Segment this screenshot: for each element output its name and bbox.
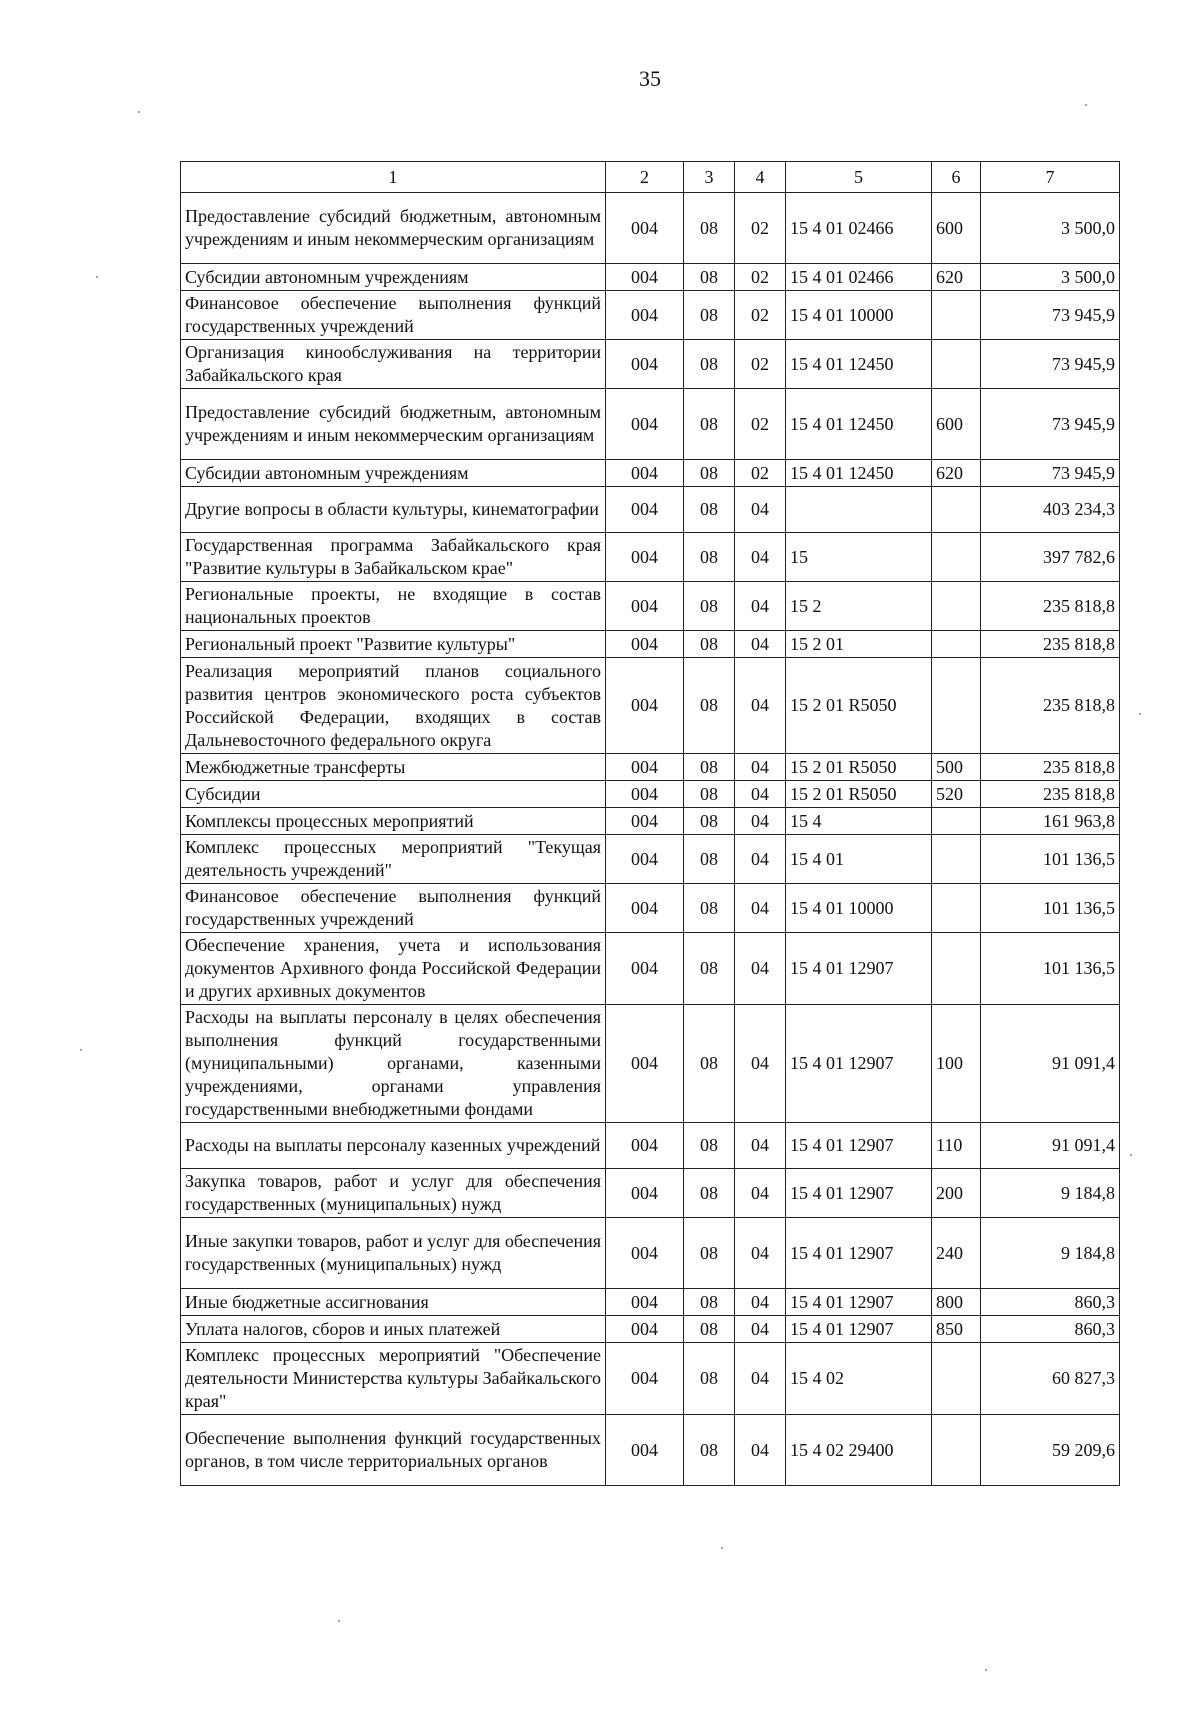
table-row — [181, 487, 1120, 533]
row-csr-cell: 15 — [786, 533, 932, 582]
row-sum-cell: 235 818,8 — [981, 582, 1120, 631]
row-pr-cell: 02 — [735, 291, 786, 340]
scan-speck — [1085, 104, 1087, 106]
row-ved-cell: 004 — [606, 933, 684, 1005]
row-pr-cell: 04 — [735, 808, 786, 835]
table-row — [181, 460, 1120, 487]
row-ved-cell: 004 — [606, 193, 684, 264]
row-pr-cell: 02 — [735, 340, 786, 389]
row-csr-cell: 15 4 01 10000 — [786, 884, 932, 933]
row-name-cell: Уплата налогов, сборов и иных платежей — [181, 1316, 606, 1343]
row-ved-cell: 004 — [606, 1005, 684, 1123]
row-rz-cell: 08 — [684, 460, 735, 487]
row-pr-cell: 04 — [735, 658, 786, 754]
row-ved-cell: 004 — [606, 291, 684, 340]
row-ved-cell: 004 — [606, 1169, 684, 1218]
row-vr-cell: 620 — [932, 460, 981, 487]
row-vr-cell — [932, 487, 981, 533]
row-pr-cell: 04 — [735, 1289, 786, 1316]
row-vr-cell — [932, 658, 981, 754]
table-row — [181, 533, 1120, 582]
row-vr-cell: 100 — [932, 1005, 981, 1123]
row-rz-cell: 08 — [684, 754, 735, 781]
row-csr-cell: 15 4 01 12450 — [786, 389, 932, 460]
row-csr-cell: 15 4 01 12450 — [786, 460, 932, 487]
row-name-cell: Предоставление субсидий бюджетным, автономным учреждениям и иным некоммерческим организациям — [181, 389, 606, 460]
row-vr-cell — [932, 1343, 981, 1415]
row-ved-cell: 004 — [606, 1415, 684, 1486]
row-csr-cell: 15 2 01 R5050 — [786, 754, 932, 781]
header-row — [181, 162, 1120, 193]
row-pr-cell: 04 — [735, 754, 786, 781]
row-csr-cell: 15 4 01 12907 — [786, 1169, 932, 1218]
row-rz-cell: 08 — [684, 340, 735, 389]
row-pr-cell: 04 — [735, 1415, 786, 1486]
table-row — [181, 264, 1120, 291]
row-name-cell: Субсидии автономным учреждениям — [181, 264, 606, 291]
column-header: 1 — [181, 162, 606, 193]
row-ved-cell: 004 — [606, 340, 684, 389]
row-pr-cell: 04 — [735, 1316, 786, 1343]
row-pr-cell: 04 — [735, 1123, 786, 1169]
row-pr-cell: 02 — [735, 264, 786, 291]
row-sum-cell: 9 184,8 — [981, 1218, 1120, 1289]
row-rz-cell: 08 — [684, 487, 735, 533]
row-sum-cell: 3 500,0 — [981, 193, 1120, 264]
row-sum-cell: 235 818,8 — [981, 781, 1120, 808]
row-vr-cell: 850 — [932, 1316, 981, 1343]
scan-speck — [985, 1669, 987, 1671]
row-rz-cell: 08 — [684, 1343, 735, 1415]
page-number: 35 — [639, 66, 661, 91]
row-name-cell: Расходы на выплаты персоналу казенных учреждений — [181, 1123, 606, 1169]
table-row — [181, 1316, 1120, 1343]
row-ved-cell: 004 — [606, 658, 684, 754]
column-header: 7 — [981, 162, 1120, 193]
row-name-cell: Финансовое обеспечение выполнения функций государственных учреждений — [181, 884, 606, 933]
row-rz-cell: 08 — [684, 1415, 735, 1486]
row-sum-cell: 3 500,0 — [981, 264, 1120, 291]
row-csr-cell: 15 2 01 R5050 — [786, 781, 932, 808]
row-pr-cell: 04 — [735, 835, 786, 884]
column-header: 5 — [786, 162, 932, 193]
table-row — [181, 835, 1120, 884]
column-header: 3 — [684, 162, 735, 193]
scan-speck — [80, 1049, 82, 1051]
row-vr-cell: 110 — [932, 1123, 981, 1169]
table-body — [181, 193, 1120, 1486]
row-name-cell: Финансовое обеспечение выполнения функций государственных учреждений — [181, 291, 606, 340]
row-pr-cell: 04 — [735, 884, 786, 933]
row-vr-cell: 200 — [932, 1169, 981, 1218]
table-row — [181, 1218, 1120, 1289]
row-vr-cell: 600 — [932, 193, 981, 264]
row-ved-cell: 004 — [606, 582, 684, 631]
row-csr-cell: 15 4 01 02466 — [786, 264, 932, 291]
row-vr-cell: 600 — [932, 389, 981, 460]
column-header: 2 — [606, 162, 684, 193]
row-pr-cell: 04 — [735, 1005, 786, 1123]
row-sum-cell: 397 782,6 — [981, 533, 1120, 582]
row-name-cell: Государственная программа Забайкальского края "Развитие культуры в Забайкальском крае" — [181, 533, 606, 582]
row-rz-cell: 08 — [684, 1316, 735, 1343]
row-rz-cell: 08 — [684, 781, 735, 808]
table-row — [181, 781, 1120, 808]
row-name-cell: Иные бюджетные ассигнования — [181, 1289, 606, 1316]
row-name-cell: Реализация мероприятий планов социального развития центров экономического роста субъектов Российской Федерации, входящих в состав Дальневосточного федерального округа — [181, 658, 606, 754]
scan-speck — [1139, 713, 1141, 715]
scan-speck — [96, 276, 98, 278]
table-row — [181, 1005, 1120, 1123]
row-ved-cell: 004 — [606, 631, 684, 658]
table-row — [181, 291, 1120, 340]
scan-speck — [1130, 1154, 1132, 1156]
row-csr-cell: 15 4 02 29400 — [786, 1415, 932, 1486]
row-csr-cell: 15 4 01 12907 — [786, 1005, 932, 1123]
row-ved-cell: 004 — [606, 835, 684, 884]
row-vr-cell — [932, 291, 981, 340]
row-sum-cell: 73 945,9 — [981, 340, 1120, 389]
row-vr-cell — [932, 582, 981, 631]
table-row — [181, 933, 1120, 1005]
row-csr-cell: 15 4 01 12907 — [786, 933, 932, 1005]
row-name-cell: Региональный проект "Развитие культуры" — [181, 631, 606, 658]
row-csr-cell: 15 4 — [786, 808, 932, 835]
scan-speck — [721, 1547, 723, 1549]
row-pr-cell: 04 — [735, 533, 786, 582]
row-name-cell: Межбюджетные трансферты — [181, 754, 606, 781]
row-pr-cell: 04 — [735, 1169, 786, 1218]
row-name-cell: Обеспечение выполнения функций государственных органов, в том числе территориальных органов — [181, 1415, 606, 1486]
row-vr-cell: 800 — [932, 1289, 981, 1316]
row-ved-cell: 004 — [606, 389, 684, 460]
table-row — [181, 389, 1120, 460]
row-sum-cell: 161 963,8 — [981, 808, 1120, 835]
row-sum-cell: 235 818,8 — [981, 658, 1120, 754]
table-row — [181, 1343, 1120, 1415]
row-vr-cell — [932, 835, 981, 884]
row-rz-cell: 08 — [684, 193, 735, 264]
row-name-cell: Субсидии автономным учреждениям — [181, 460, 606, 487]
row-ved-cell: 004 — [606, 1316, 684, 1343]
row-pr-cell: 04 — [735, 1343, 786, 1415]
table-row — [181, 1289, 1120, 1316]
row-pr-cell: 02 — [735, 193, 786, 264]
row-csr-cell: 15 2 — [786, 582, 932, 631]
row-pr-cell: 04 — [735, 631, 786, 658]
row-csr-cell: 15 4 01 12907 — [786, 1289, 932, 1316]
scan-speck — [138, 111, 140, 113]
table-row — [181, 754, 1120, 781]
row-ved-cell: 004 — [606, 754, 684, 781]
row-rz-cell: 08 — [684, 582, 735, 631]
row-vr-cell — [932, 340, 981, 389]
row-rz-cell: 08 — [684, 631, 735, 658]
row-csr-cell: 15 4 02 — [786, 1343, 932, 1415]
row-sum-cell: 73 945,9 — [981, 389, 1120, 460]
row-pr-cell: 04 — [735, 582, 786, 631]
row-sum-cell: 91 091,4 — [981, 1123, 1120, 1169]
row-rz-cell: 08 — [684, 291, 735, 340]
row-pr-cell: 04 — [735, 1218, 786, 1289]
row-pr-cell: 02 — [735, 389, 786, 460]
row-csr-cell: 15 4 01 — [786, 835, 932, 884]
table-row — [181, 808, 1120, 835]
row-sum-cell: 9 184,8 — [981, 1169, 1120, 1218]
row-name-cell: Расходы на выплаты персоналу в целях обеспечения выполнения функций государственными (муниципальными) органами, казенными учреждениями, органами управления государственными внебюджетными фондами — [181, 1005, 606, 1123]
row-ved-cell: 004 — [606, 808, 684, 835]
row-sum-cell: 73 945,9 — [981, 460, 1120, 487]
row-ved-cell: 004 — [606, 487, 684, 533]
row-rz-cell: 08 — [684, 1169, 735, 1218]
row-sum-cell: 101 136,5 — [981, 835, 1120, 884]
row-vr-cell: 620 — [932, 264, 981, 291]
row-csr-cell — [786, 487, 932, 533]
row-sum-cell: 235 818,8 — [981, 754, 1120, 781]
row-sum-cell: 59 209,6 — [981, 1415, 1120, 1486]
row-sum-cell: 101 136,5 — [981, 884, 1120, 933]
row-vr-cell — [932, 808, 981, 835]
row-rz-cell: 08 — [684, 389, 735, 460]
row-ved-cell: 004 — [606, 884, 684, 933]
row-ved-cell: 004 — [606, 1289, 684, 1316]
table-row — [181, 1415, 1120, 1486]
row-vr-cell — [932, 933, 981, 1005]
row-sum-cell: 403 234,3 — [981, 487, 1120, 533]
row-rz-cell: 08 — [684, 835, 735, 884]
row-vr-cell — [932, 533, 981, 582]
row-vr-cell: 240 — [932, 1218, 981, 1289]
row-rz-cell: 08 — [684, 264, 735, 291]
row-csr-cell: 15 4 01 02466 — [786, 193, 932, 264]
row-vr-cell — [932, 884, 981, 933]
scan-speck — [338, 1620, 340, 1622]
row-csr-cell: 15 4 01 12907 — [786, 1218, 932, 1289]
row-name-cell: Организация кинообслуживания на территории Забайкальского края — [181, 340, 606, 389]
row-sum-cell: 235 818,8 — [981, 631, 1120, 658]
row-csr-cell: 15 4 01 12907 — [786, 1316, 932, 1343]
table-row — [181, 1123, 1120, 1169]
row-rz-cell: 08 — [684, 1005, 735, 1123]
row-name-cell: Комплекс процессных мероприятий "Текущая деятельность учреждений" — [181, 835, 606, 884]
row-csr-cell: 15 2 01 — [786, 631, 932, 658]
row-sum-cell: 860,3 — [981, 1316, 1120, 1343]
row-vr-cell: 500 — [932, 754, 981, 781]
column-header: 6 — [932, 162, 981, 193]
row-rz-cell: 08 — [684, 1218, 735, 1289]
row-csr-cell: 15 4 01 12450 — [786, 340, 932, 389]
row-pr-cell: 02 — [735, 460, 786, 487]
row-name-cell: Региональные проекты, не входящие в состав национальных проектов — [181, 582, 606, 631]
row-csr-cell: 15 4 01 12907 — [786, 1123, 932, 1169]
table-row — [181, 1169, 1120, 1218]
row-sum-cell: 91 091,4 — [981, 1005, 1120, 1123]
budget-table — [180, 161, 1120, 1486]
row-vr-cell: 520 — [932, 781, 981, 808]
row-csr-cell: 15 2 01 R5050 — [786, 658, 932, 754]
row-ved-cell: 004 — [606, 533, 684, 582]
row-name-cell: Комплекс процессных мероприятий "Обеспечение деятельности Министерства культуры Забайкальского края" — [181, 1343, 606, 1415]
row-name-cell: Комплексы процессных мероприятий — [181, 808, 606, 835]
row-sum-cell: 73 945,9 — [981, 291, 1120, 340]
row-pr-cell: 04 — [735, 781, 786, 808]
table-row — [181, 340, 1120, 389]
row-ved-cell: 004 — [606, 1218, 684, 1289]
row-rz-cell: 08 — [684, 933, 735, 1005]
row-name-cell: Субсидии — [181, 781, 606, 808]
row-name-cell: Иные закупки товаров, работ и услуг для обеспечения государственных (муниципальных) нужд — [181, 1218, 606, 1289]
row-vr-cell — [932, 1415, 981, 1486]
row-rz-cell: 08 — [684, 658, 735, 754]
row-ved-cell: 004 — [606, 460, 684, 487]
row-rz-cell: 08 — [684, 1123, 735, 1169]
table-row — [181, 658, 1120, 754]
row-rz-cell: 08 — [684, 808, 735, 835]
row-pr-cell: 04 — [735, 933, 786, 1005]
table-row — [181, 884, 1120, 933]
table-row — [181, 193, 1120, 264]
table-row — [181, 631, 1120, 658]
row-sum-cell: 101 136,5 — [981, 933, 1120, 1005]
row-rz-cell: 08 — [684, 884, 735, 933]
row-name-cell: Другие вопросы в области культуры, кинематографии — [181, 487, 606, 533]
row-ved-cell: 004 — [606, 781, 684, 808]
table-row — [181, 582, 1120, 631]
row-vr-cell — [932, 631, 981, 658]
row-name-cell: Закупка товаров, работ и услуг для обеспечения государственных (муниципальных) нужд — [181, 1169, 606, 1218]
row-pr-cell: 04 — [735, 487, 786, 533]
row-rz-cell: 08 — [684, 533, 735, 582]
row-sum-cell: 860,3 — [981, 1289, 1120, 1316]
row-rz-cell: 08 — [684, 1289, 735, 1316]
row-name-cell: Обеспечение хранения, учета и использования документов Архивного фонда Российской Федерации и других архивных документов — [181, 933, 606, 1005]
row-name-cell: Предоставление субсидий бюджетным, автономным учреждениям и иным некоммерческим организациям — [181, 193, 606, 264]
row-csr-cell: 15 4 01 10000 — [786, 291, 932, 340]
row-sum-cell: 60 827,3 — [981, 1343, 1120, 1415]
row-ved-cell: 004 — [606, 1123, 684, 1169]
column-header: 4 — [735, 162, 786, 193]
row-ved-cell: 004 — [606, 1343, 684, 1415]
row-ved-cell: 004 — [606, 264, 684, 291]
